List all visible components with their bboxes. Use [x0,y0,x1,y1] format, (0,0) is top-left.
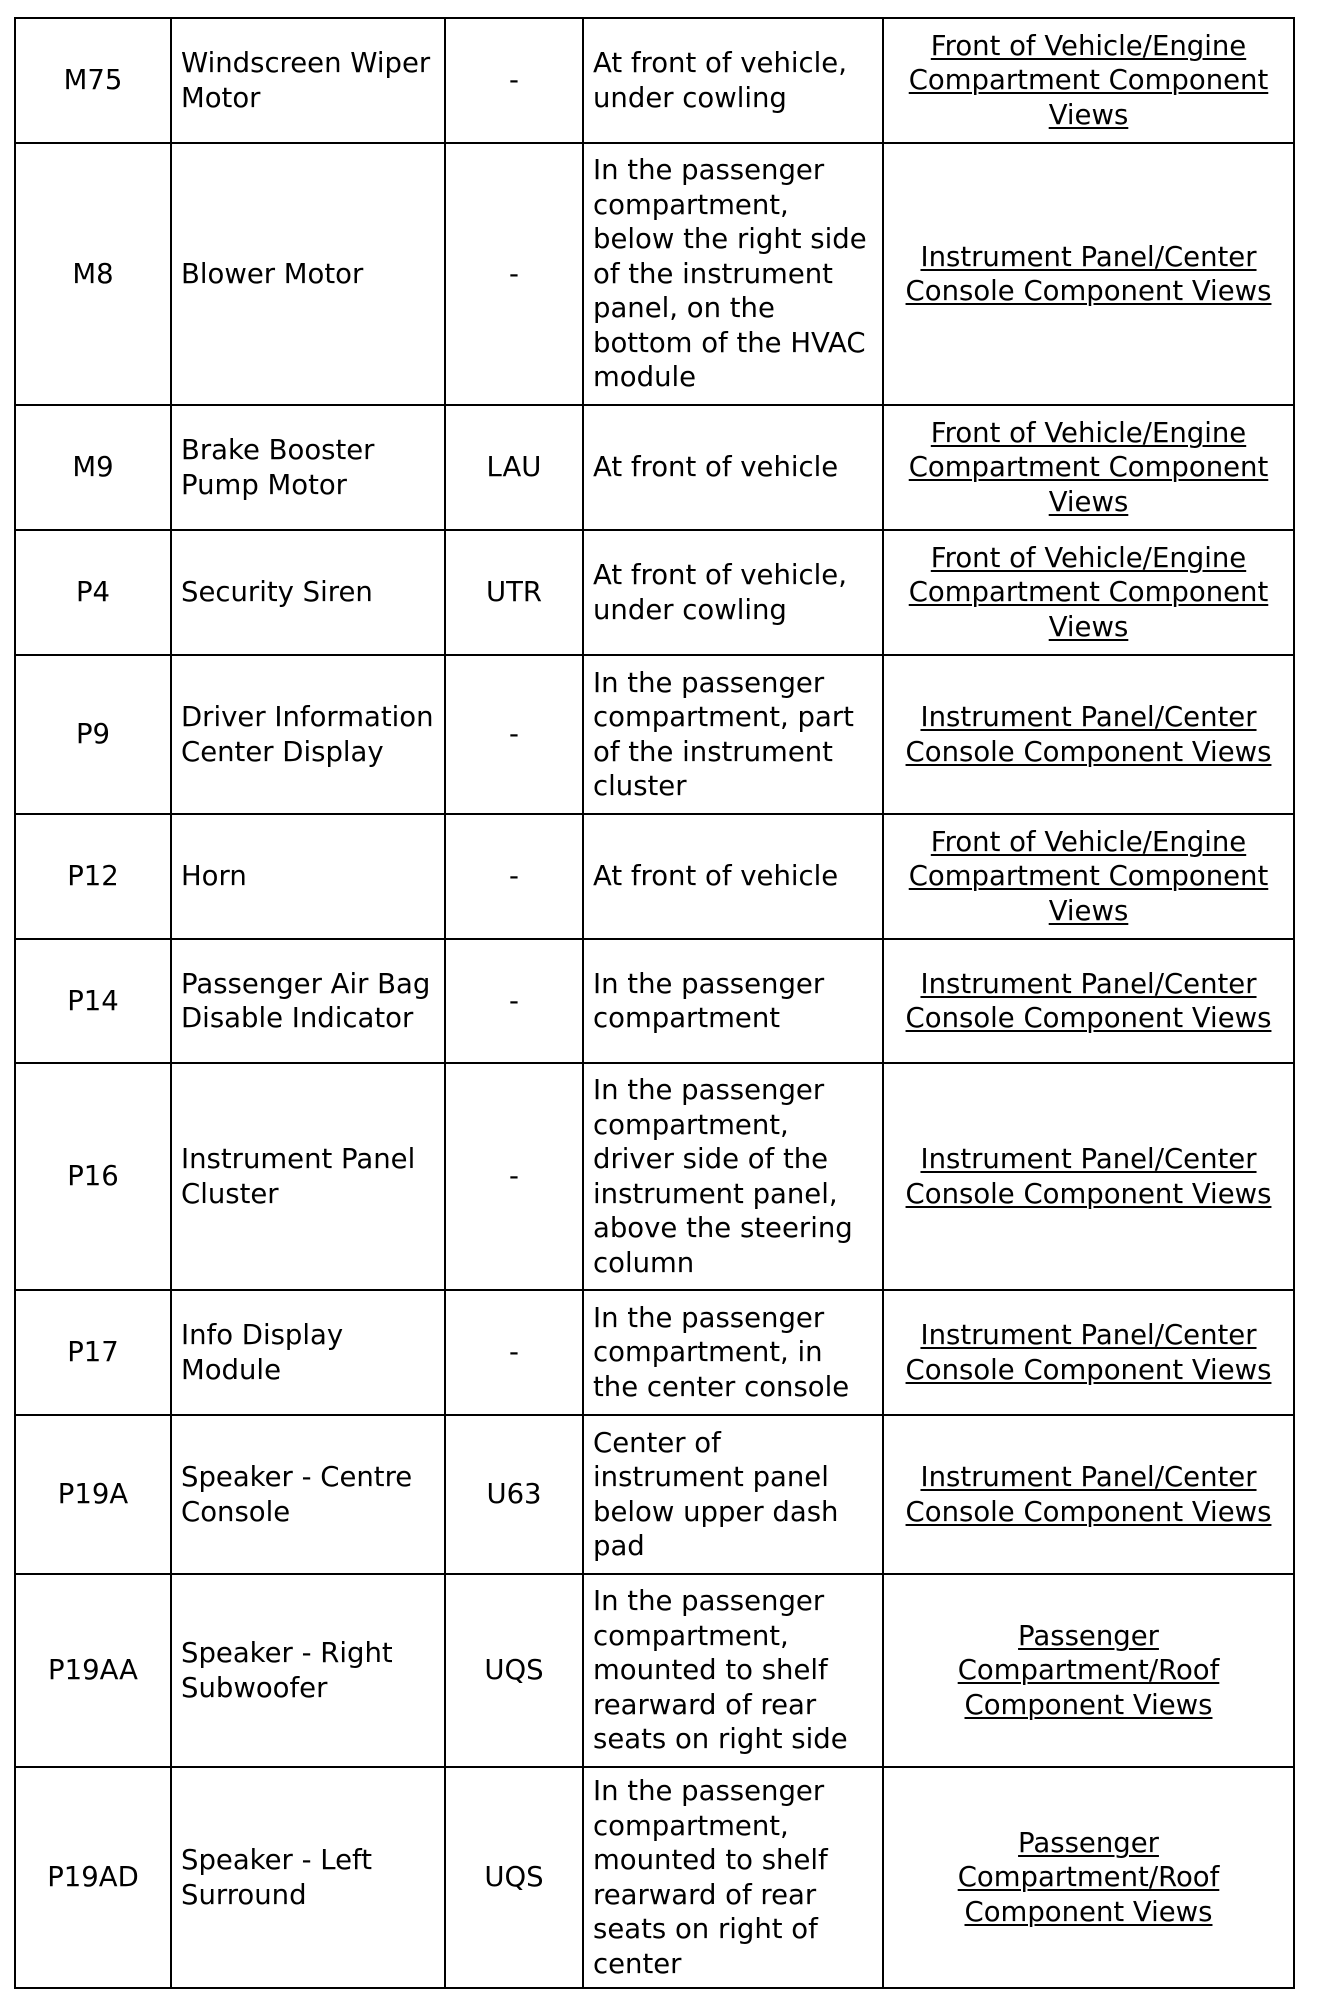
component-view-cell [883,1574,1294,1767]
option-code: UTR [445,530,583,655]
table-row [15,143,1294,405]
component-code: M75 [15,18,171,143]
component-name: Instrument Panel Cluster [171,1063,445,1290]
component-name: Windscreen Wiper Motor [171,18,445,143]
component-view-link[interactable]: Instrument Panel/Center Console Component Views [905,1319,1272,1386]
component-name: Brake Booster Pump Motor [171,405,445,530]
component-locator-table [14,17,1295,1989]
component-name: Info Display Module [171,1290,445,1415]
component-code: P9 [15,655,171,814]
option-code: - [445,939,583,1063]
component-name: Speaker - Centre Console [171,1415,445,1574]
table-body [15,18,1294,1988]
component-location: At front of vehicle, under cowling [583,530,883,655]
component-view-cell [883,1290,1294,1415]
component-name: Blower Motor [171,143,445,405]
option-code: - [445,1063,583,1290]
component-view-cell [883,1063,1294,1290]
component-location: Center of instrument panel below upper dash pad [583,1415,883,1574]
component-view-link[interactable]: Instrument Panel/Center Console Component Views [905,967,1272,1034]
table-row [15,1767,1294,1988]
component-view-cell [883,814,1294,939]
table-row [15,18,1294,143]
component-view-link[interactable]: Passenger Compartment/Roof Component Views [957,1826,1220,1928]
component-view-cell [883,18,1294,143]
component-location: In the passenger compartment, driver side of the instrument panel, above the steering column [583,1063,883,1290]
component-location: In the passenger compartment [583,939,883,1063]
component-code: P12 [15,814,171,939]
table-row [15,1415,1294,1574]
component-view-link[interactable]: Front of Vehicle/Engine Compartment Component Views [908,29,1269,131]
table-row [15,655,1294,814]
component-view-link[interactable]: Instrument Panel/Center Console Component Views [905,240,1272,307]
component-view-link[interactable]: Passenger Compartment/Roof Component Views [957,1619,1220,1721]
option-code: U63 [445,1415,583,1574]
component-view-link[interactable]: Front of Vehicle/Engine Compartment Component Views [908,416,1269,518]
component-name: Driver Information Center Display [171,655,445,814]
table-row [15,1063,1294,1290]
component-name: Security Siren [171,530,445,655]
table-row [15,530,1294,655]
component-code: P19A [15,1415,171,1574]
option-code: - [445,18,583,143]
option-code: UQS [445,1574,583,1767]
component-location: In the passenger compartment, below the right side of the instrument panel, on the bottom of the HVAC module [583,143,883,405]
option-code: LAU [445,405,583,530]
component-view-cell [883,405,1294,530]
component-code: P17 [15,1290,171,1415]
component-view-cell [883,143,1294,405]
component-view-cell [883,1415,1294,1574]
component-location: In the passenger compartment, part of the instrument cluster [583,655,883,814]
component-view-link[interactable]: Instrument Panel/Center Console Component Views [905,1143,1272,1210]
table-row [15,1290,1294,1415]
option-code: - [445,143,583,405]
component-name: Speaker - Left Surround [171,1767,445,1988]
option-code: UQS [445,1767,583,1988]
table-row [15,814,1294,939]
component-code: P14 [15,939,171,1063]
component-view-cell [883,530,1294,655]
table-row [15,939,1294,1063]
component-code: M9 [15,405,171,530]
component-code: P4 [15,530,171,655]
table-row [15,405,1294,530]
component-location: At front of vehicle, under cowling [583,18,883,143]
component-code: P19AA [15,1574,171,1767]
component-location: At front of vehicle [583,405,883,530]
table-row [15,1574,1294,1767]
component-code: M8 [15,143,171,405]
component-location: In the passenger compartment, mounted to shelf rearward of rear seats on right side [583,1574,883,1767]
component-name: Passenger Air Bag Disable Indicator [171,939,445,1063]
component-view-link[interactable]: Instrument Panel/Center Console Component Views [905,701,1272,768]
component-view-cell [883,655,1294,814]
component-view-link[interactable]: Front of Vehicle/Engine Compartment Component Views [908,825,1269,927]
component-code: P16 [15,1063,171,1290]
option-code: - [445,655,583,814]
component-view-link[interactable]: Instrument Panel/Center Console Component Views [905,1461,1272,1528]
component-location: In the passenger compartment, mounted to shelf rearward of rear seats on right of center [583,1767,883,1988]
option-code: - [445,814,583,939]
component-location: In the passenger compartment, in the center console [583,1290,883,1415]
component-code: P19AD [15,1767,171,1988]
component-view-link[interactable]: Front of Vehicle/Engine Compartment Component Views [908,541,1269,643]
component-location: At front of vehicle [583,814,883,939]
option-code: - [445,1290,583,1415]
component-view-cell [883,1767,1294,1988]
component-view-cell [883,939,1294,1063]
component-name: Speaker - Right Subwoofer [171,1574,445,1767]
component-name: Horn [171,814,445,939]
